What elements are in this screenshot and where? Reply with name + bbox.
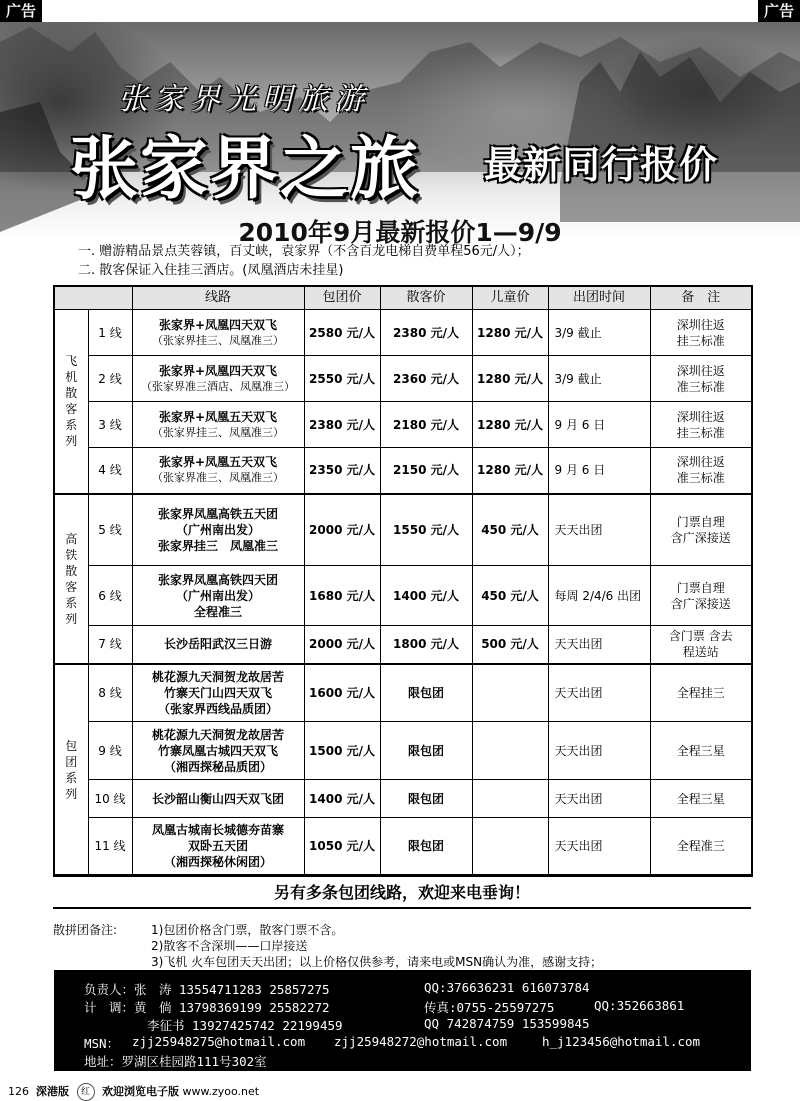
child-price: 1280 元/人 bbox=[472, 310, 548, 356]
departure: 9 月 6 日 bbox=[548, 448, 650, 494]
banner-subtitle: 张家界光明旅游 bbox=[118, 82, 370, 117]
remark-cell bbox=[650, 566, 752, 626]
remark-line: 含广深接送 bbox=[670, 596, 731, 611]
route-line: 张家界凤凰高铁五天团 bbox=[157, 506, 278, 521]
remark-line: 准三标准 bbox=[676, 379, 725, 394]
remark-line: 深圳往返 bbox=[676, 409, 725, 424]
departure: 3/9 截止 bbox=[548, 310, 650, 356]
departure: 每周 2/4/6 出团 bbox=[548, 566, 650, 626]
remark-line: 全程三星 bbox=[676, 791, 725, 806]
route-cell bbox=[132, 310, 304, 356]
header-remark: 备 注 bbox=[650, 286, 752, 310]
route-cell bbox=[132, 356, 304, 402]
series-char: 列 bbox=[65, 434, 78, 449]
note-line: 二. 散客保证入住挂三酒店。(凤凰酒店未挂星) bbox=[78, 263, 344, 278]
route-hotel-note: （张家界准三酒店、凤凰准三） bbox=[141, 379, 295, 393]
single-price: 限包团 bbox=[380, 780, 472, 818]
header-group-price: 包团价 bbox=[304, 286, 380, 310]
table-row bbox=[54, 818, 752, 876]
route-cell bbox=[132, 402, 304, 448]
route-line: 竹寨凤凰古城四天双飞 bbox=[157, 743, 278, 758]
departure: 9 月 6 日 bbox=[548, 402, 650, 448]
group-price: 2550 元/人 bbox=[304, 356, 380, 402]
contact-box bbox=[54, 970, 751, 1071]
child-price bbox=[472, 722, 548, 780]
child-price: 450 元/人 bbox=[472, 494, 548, 566]
remark-cell bbox=[650, 310, 752, 356]
departure: 天天出团 bbox=[548, 664, 650, 722]
contact-manager-qq: QQ:376636231 616073784 bbox=[424, 980, 590, 995]
line-number: 8 线 bbox=[88, 664, 132, 722]
route-line: 张家界挂三 凤凰准三 bbox=[157, 538, 278, 553]
line-number: 4 线 bbox=[88, 448, 132, 494]
remark-line: 全程准三 bbox=[676, 839, 725, 854]
departure: 3/9 截止 bbox=[548, 356, 650, 402]
header-child-price: 儿童价 bbox=[472, 286, 548, 310]
remark-line: 程送站 bbox=[682, 645, 719, 660]
departure: 天天出团 bbox=[548, 818, 650, 876]
contact-manager: 负责人：张 涛 13554711283 25857275 bbox=[84, 982, 330, 997]
page-number: 126 bbox=[8, 1085, 29, 1098]
remark-line: 挂三标准 bbox=[676, 333, 725, 348]
series-char: 系 bbox=[65, 770, 78, 785]
header-single-price: 散客价 bbox=[380, 286, 472, 310]
table-row bbox=[54, 402, 752, 448]
line-number: 3 线 bbox=[88, 402, 132, 448]
table-row bbox=[54, 494, 752, 566]
banner-title-suffix: 最新同行报价 bbox=[484, 143, 719, 187]
series-char: 团 bbox=[65, 754, 78, 769]
remark-line: 门票自理 bbox=[676, 514, 725, 529]
remark-cell bbox=[650, 780, 752, 818]
contact-planner-qq: QQ:352663861 bbox=[594, 998, 685, 1013]
series-char: 散 bbox=[65, 563, 78, 578]
route-line: 长沙岳阳武汉三日游 bbox=[163, 637, 272, 652]
table-row bbox=[54, 780, 752, 818]
price-table bbox=[53, 285, 753, 877]
series-label bbox=[54, 664, 88, 876]
remark-cell bbox=[650, 356, 752, 402]
route-cell bbox=[132, 722, 304, 780]
series-char: 列 bbox=[65, 611, 78, 626]
remark-cell bbox=[650, 494, 752, 566]
group-price: 2380 元/人 bbox=[304, 402, 380, 448]
series-char: 列 bbox=[65, 786, 78, 801]
route-line: （广州南出发） bbox=[175, 588, 260, 603]
table-row bbox=[54, 664, 752, 722]
remark-cell bbox=[650, 818, 752, 876]
terms-item: 1)包团价格含门票，散客门票不含。 bbox=[151, 923, 344, 937]
route-line: （广州南出发） bbox=[175, 522, 260, 537]
series-char: 客 bbox=[65, 402, 78, 417]
banner-date-line: 2010年9月最新报价1—9/9 bbox=[238, 218, 562, 247]
single-price: 限包团 bbox=[380, 818, 472, 876]
route-line: 双卧五天团 bbox=[187, 839, 248, 854]
remark-line: 含广深接送 bbox=[670, 530, 731, 545]
contact-planner2: 李征书 13927425742 22199459 bbox=[147, 1018, 343, 1033]
route-line: 张家界+凤凰四天双飞 bbox=[158, 317, 278, 332]
route-cell bbox=[132, 448, 304, 494]
series-label bbox=[54, 310, 88, 494]
group-price: 1680 元/人 bbox=[304, 566, 380, 626]
line-number: 5 线 bbox=[88, 494, 132, 566]
route-line: （湘西探秘品质团） bbox=[163, 759, 272, 774]
line-number: 2 线 bbox=[88, 356, 132, 402]
ad-tag-right: 广告 bbox=[758, 0, 800, 22]
route-line: 张家界+凤凰四天双飞 bbox=[158, 363, 278, 378]
contact-msn-label: MSN： bbox=[84, 1036, 120, 1051]
note-line: 一. 赠游精品景点芙蓉镇，百丈峡，袁家界（不含百龙电梯自费单程56元/人）； bbox=[78, 244, 530, 259]
route-line: 桃花源九天洞贺龙故居苦 bbox=[151, 669, 284, 684]
single-price: 1800 元/人 bbox=[380, 626, 472, 664]
banner-title: 张家界之旅 bbox=[70, 130, 421, 209]
banner bbox=[0, 22, 800, 247]
route-line: 凤凰古城南长城德夯苗寨 bbox=[151, 823, 284, 838]
departure: 天天出团 bbox=[548, 494, 650, 566]
group-price: 2350 元/人 bbox=[304, 448, 380, 494]
route-hotel-note: （张家界挂三、凤凰准三） bbox=[152, 333, 284, 347]
single-price: 1550 元/人 bbox=[380, 494, 472, 566]
series-char: 包 bbox=[65, 738, 78, 753]
remark-cell bbox=[650, 664, 752, 722]
child-price: 1280 元/人 bbox=[472, 356, 548, 402]
group-price: 1400 元/人 bbox=[304, 780, 380, 818]
header-departure: 出团时间 bbox=[548, 286, 650, 310]
child-price bbox=[472, 818, 548, 876]
line-number: 11 线 bbox=[88, 818, 132, 876]
line-number: 7 线 bbox=[88, 626, 132, 664]
route-cell bbox=[132, 818, 304, 876]
series-label bbox=[54, 494, 88, 664]
single-price: 1400 元/人 bbox=[380, 566, 472, 626]
series-char: 铁 bbox=[65, 547, 78, 562]
series-char: 机 bbox=[65, 370, 78, 385]
departure: 天天出团 bbox=[548, 626, 650, 664]
remark-line: 全程挂三 bbox=[676, 685, 725, 700]
table-header-row bbox=[54, 286, 752, 310]
remark-line: 深圳往返 bbox=[676, 317, 725, 332]
departure: 天天出团 bbox=[548, 722, 650, 780]
series-char: 系 bbox=[65, 595, 78, 610]
child-price: 450 元/人 bbox=[472, 566, 548, 626]
table-row bbox=[54, 310, 752, 356]
remark-line: 全程三星 bbox=[676, 743, 725, 758]
child-price: 1280 元/人 bbox=[472, 402, 548, 448]
single-price: 限包团 bbox=[380, 722, 472, 780]
divider bbox=[53, 874, 751, 876]
magazine-logo-icon: 红 bbox=[77, 1083, 95, 1101]
route-line: （张家界西线品质团） bbox=[157, 701, 278, 716]
route-hotel-note: （张家界挂三、凤凰准三） bbox=[152, 425, 284, 439]
child-price bbox=[472, 780, 548, 818]
line-number: 10 线 bbox=[88, 780, 132, 818]
table-row bbox=[54, 356, 752, 402]
footer-promo: 另有多条包团线路，欢迎来电垂询！ bbox=[273, 883, 530, 902]
ad-tag-left: 广告 bbox=[0, 0, 42, 22]
remark-line: 准三标准 bbox=[676, 471, 725, 486]
table-row bbox=[54, 448, 752, 494]
notes bbox=[78, 242, 530, 280]
route-cell bbox=[132, 780, 304, 818]
route-cell bbox=[132, 626, 304, 664]
terms-item: 3)飞机 火车包团天天出团；以上价格仅供参考，请来电或MSN确认为准，感谢支持； bbox=[151, 955, 603, 969]
divider bbox=[53, 907, 751, 909]
tagline: 欢迎浏览电子版 bbox=[102, 1085, 179, 1098]
group-price: 1050 元/人 bbox=[304, 818, 380, 876]
remark-cell bbox=[650, 402, 752, 448]
line-number: 1 线 bbox=[88, 310, 132, 356]
route-hotel-note: （张家界准三、凤凰准三） bbox=[152, 471, 284, 485]
remark-cell bbox=[650, 626, 752, 664]
terms-item: 2)散客不含深圳——口岸接送 bbox=[151, 939, 308, 953]
page-footer bbox=[8, 1083, 259, 1101]
contact-address: 地址：罗湖区桂园路111号302室 bbox=[84, 1054, 267, 1069]
line-number: 6 线 bbox=[88, 566, 132, 626]
group-price: 2580 元/人 bbox=[304, 310, 380, 356]
contact-planner: 计 调：黄 倘 13798369199 25582272 bbox=[84, 1000, 330, 1015]
route-cell bbox=[132, 494, 304, 566]
group-price: 2000 元/人 bbox=[304, 626, 380, 664]
remark-cell bbox=[650, 722, 752, 780]
route-line: 张家界凤凰高铁四天团 bbox=[157, 572, 278, 587]
route-cell bbox=[132, 566, 304, 626]
header-blank bbox=[54, 286, 132, 310]
route-cell bbox=[132, 664, 304, 722]
contact-msn-1: zjj25948275@hotmail.com bbox=[132, 1034, 306, 1049]
website-url: www.zyoo.net bbox=[182, 1085, 260, 1098]
child-price: 500 元/人 bbox=[472, 626, 548, 664]
route-line: 长沙韶山衡山四天双飞团 bbox=[151, 791, 284, 806]
table-row bbox=[54, 626, 752, 664]
remark-line: 门票自理 bbox=[676, 580, 725, 595]
group-price: 1500 元/人 bbox=[304, 722, 380, 780]
remark-line: 挂三标准 bbox=[676, 425, 725, 440]
single-price: 限包团 bbox=[380, 664, 472, 722]
route-line: 张家界+凤凰五天双飞 bbox=[158, 409, 278, 424]
table-row bbox=[54, 722, 752, 780]
contact-msn-2: zjj25948272@hotmail.com bbox=[334, 1034, 508, 1049]
series-char: 飞 bbox=[65, 354, 78, 369]
remark-line: 含门票 含去 bbox=[668, 629, 733, 644]
remark-cell bbox=[650, 448, 752, 494]
single-price: 2150 元/人 bbox=[380, 448, 472, 494]
route-line: 张家界+凤凰五天双飞 bbox=[158, 455, 278, 470]
single-price: 2360 元/人 bbox=[380, 356, 472, 402]
route-line: 全程准三 bbox=[193, 604, 242, 619]
contact-fax: 传真:0755-25597275 bbox=[424, 1000, 555, 1015]
terms-label: 散拼团备注: bbox=[53, 923, 118, 937]
single-price: 2380 元/人 bbox=[380, 310, 472, 356]
group-price: 2000 元/人 bbox=[304, 494, 380, 566]
group-price: 1600 元/人 bbox=[304, 664, 380, 722]
remark-line: 深圳往返 bbox=[676, 455, 725, 470]
child-price bbox=[472, 664, 548, 722]
route-line: （湘西探秘休闲团） bbox=[163, 855, 272, 870]
edition-label: 深港版 bbox=[36, 1085, 69, 1098]
series-char: 高 bbox=[65, 531, 78, 546]
contact-msn-3: h_j123456@hotmail.com bbox=[542, 1034, 701, 1049]
route-line: 桃花源九天洞贺龙故居苦 bbox=[151, 727, 284, 742]
series-char: 客 bbox=[65, 579, 78, 594]
contact-planner2-qq: QQ 742874759 153599845 bbox=[424, 1016, 590, 1031]
table-row bbox=[54, 566, 752, 626]
remark-line: 深圳往返 bbox=[676, 363, 725, 378]
line-number: 9 线 bbox=[88, 722, 132, 780]
header-route: 线路 bbox=[132, 286, 304, 310]
route-line: 竹寨天门山四天双飞 bbox=[163, 685, 272, 700]
series-char: 散 bbox=[65, 386, 78, 401]
single-price: 2180 元/人 bbox=[380, 402, 472, 448]
child-price: 1280 元/人 bbox=[472, 448, 548, 494]
series-char: 系 bbox=[65, 418, 78, 433]
departure: 天天出团 bbox=[548, 780, 650, 818]
